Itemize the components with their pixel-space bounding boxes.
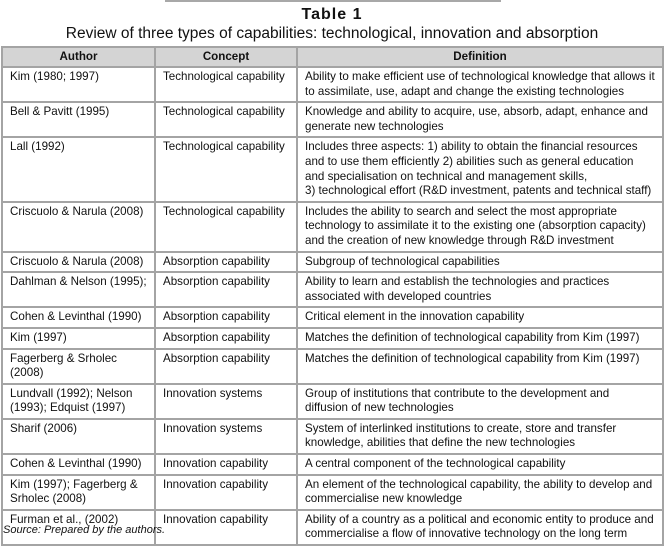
concept-cell: Innovation systems bbox=[155, 419, 297, 454]
column-header-definition: Definition bbox=[297, 47, 663, 67]
table-row bbox=[2, 67, 663, 102]
table-row bbox=[2, 454, 663, 475]
author-cell: Kim (1997); Fagerberg & Srholec (2008) bbox=[2, 475, 155, 510]
concept-cell: Absorption capability bbox=[155, 328, 297, 349]
table-row bbox=[2, 137, 663, 201]
definition-cell: Ability to learn and establish the technologies and practices associated with developed countries bbox=[297, 272, 663, 307]
author-cell: Criscuolo & Narula (2008) bbox=[2, 252, 155, 273]
author-cell: Furman et al., (2002) bbox=[2, 510, 155, 545]
concept-cell: Absorption capability bbox=[155, 272, 297, 307]
definition-cell: Matches the definition of technological capability from Kim (1997) bbox=[297, 349, 663, 384]
concept-cell: Absorption capability bbox=[155, 349, 297, 384]
header-row bbox=[2, 47, 663, 67]
column-header-author: Author bbox=[2, 47, 155, 67]
definition-cell: Includes the ability to search and select the most appropriate technology to assimilate it to the existing one (absorption capacity) and the creation of new knowledge through R&D investment bbox=[297, 202, 663, 252]
definition-cell: Ability to make efficient use of technological knowledge that allows it to assimilate, use, adapt and change the existing technologies bbox=[297, 67, 663, 102]
table-title: Table 1 bbox=[301, 6, 363, 23]
author-cell: Cohen & Levinthal (1990) bbox=[2, 307, 155, 328]
author-cell: Lall (1992) bbox=[2, 137, 155, 201]
author-cell: Fagerberg & Srholec (2008) bbox=[2, 349, 155, 384]
concept-cell: Technological capability bbox=[155, 202, 297, 252]
table-row bbox=[2, 419, 663, 454]
source-note: Source: Prepared by the authors. bbox=[3, 524, 166, 536]
author-cell: Cohen & Levinthal (1990) bbox=[2, 454, 155, 475]
table-row bbox=[2, 475, 663, 510]
concept-cell: Technological capability bbox=[155, 102, 297, 137]
capabilities-table bbox=[1, 46, 664, 546]
author-cell: Kim (1997) bbox=[2, 328, 155, 349]
definition-cell: Critical element in the innovation capability bbox=[297, 307, 663, 328]
table-row bbox=[2, 252, 663, 273]
concept-cell: Technological capability bbox=[155, 137, 297, 201]
author-cell: Kim (1980; 1997) bbox=[2, 67, 155, 102]
author-cell: Lundvall (1992); Nelson (1993); Edquist (1997) bbox=[2, 384, 155, 419]
definition-cell: Group of institutions that contribute to the development and diffusion of new technologies bbox=[297, 384, 663, 419]
table-row bbox=[2, 102, 663, 137]
table-row bbox=[2, 384, 663, 419]
definition-cell: Knowledge and ability to acquire, use, absorb, adapt, enhance and generate new technologies bbox=[297, 102, 663, 137]
top-rule bbox=[165, 0, 501, 2]
definition-cell: An element of the technological capability, the ability to develop and commercialise new knowledge bbox=[297, 475, 663, 510]
column-header-concept: Concept bbox=[155, 47, 297, 67]
definition-cell: Matches the definition of technological capability from Kim (1997) bbox=[297, 328, 663, 349]
concept-cell: Innovation capability bbox=[155, 510, 297, 545]
concept-cell: Technological capability bbox=[155, 67, 297, 102]
definition-cell: System of interlinked institutions to create, store and transfer knowledge, abilities that define the new technologies bbox=[297, 419, 663, 454]
author-cell: Sharif (2006) bbox=[2, 419, 155, 454]
definition-cell: Includes three aspects: 1) ability to obtain the financial resources and to use them efficiently 2) abilities such as general education and specialisation on technical and management skills, 3) technological effort (R&D investment, patents and technical staff) bbox=[297, 137, 663, 201]
concept-cell: Absorption capability bbox=[155, 307, 297, 328]
table-row bbox=[2, 328, 663, 349]
concept-cell: Absorption capability bbox=[155, 252, 297, 273]
table-row bbox=[2, 307, 663, 328]
table-row bbox=[2, 202, 663, 252]
table-row bbox=[2, 272, 663, 307]
definition-cell: Subgroup of technological capabilities bbox=[297, 252, 663, 273]
author-cell: Criscuolo & Narula (2008) bbox=[2, 202, 155, 252]
concept-cell: Innovation systems bbox=[155, 384, 297, 419]
table-row bbox=[2, 349, 663, 384]
author-cell: Bell & Pavitt (1995) bbox=[2, 102, 155, 137]
definition-cell: Ability of a country as a political and economic entity to produce and commercialise a flow of innovative technology on the long term bbox=[297, 510, 663, 545]
definition-cell: A central component of the technological capability bbox=[297, 454, 663, 475]
table-subtitle: Review of three types of capabilities: technological, innovation and absorption bbox=[65, 25, 599, 42]
concept-cell: Innovation capability bbox=[155, 454, 297, 475]
concept-cell: Innovation capability bbox=[155, 475, 297, 510]
author-cell: Dahlman & Nelson (1995); bbox=[2, 272, 155, 307]
